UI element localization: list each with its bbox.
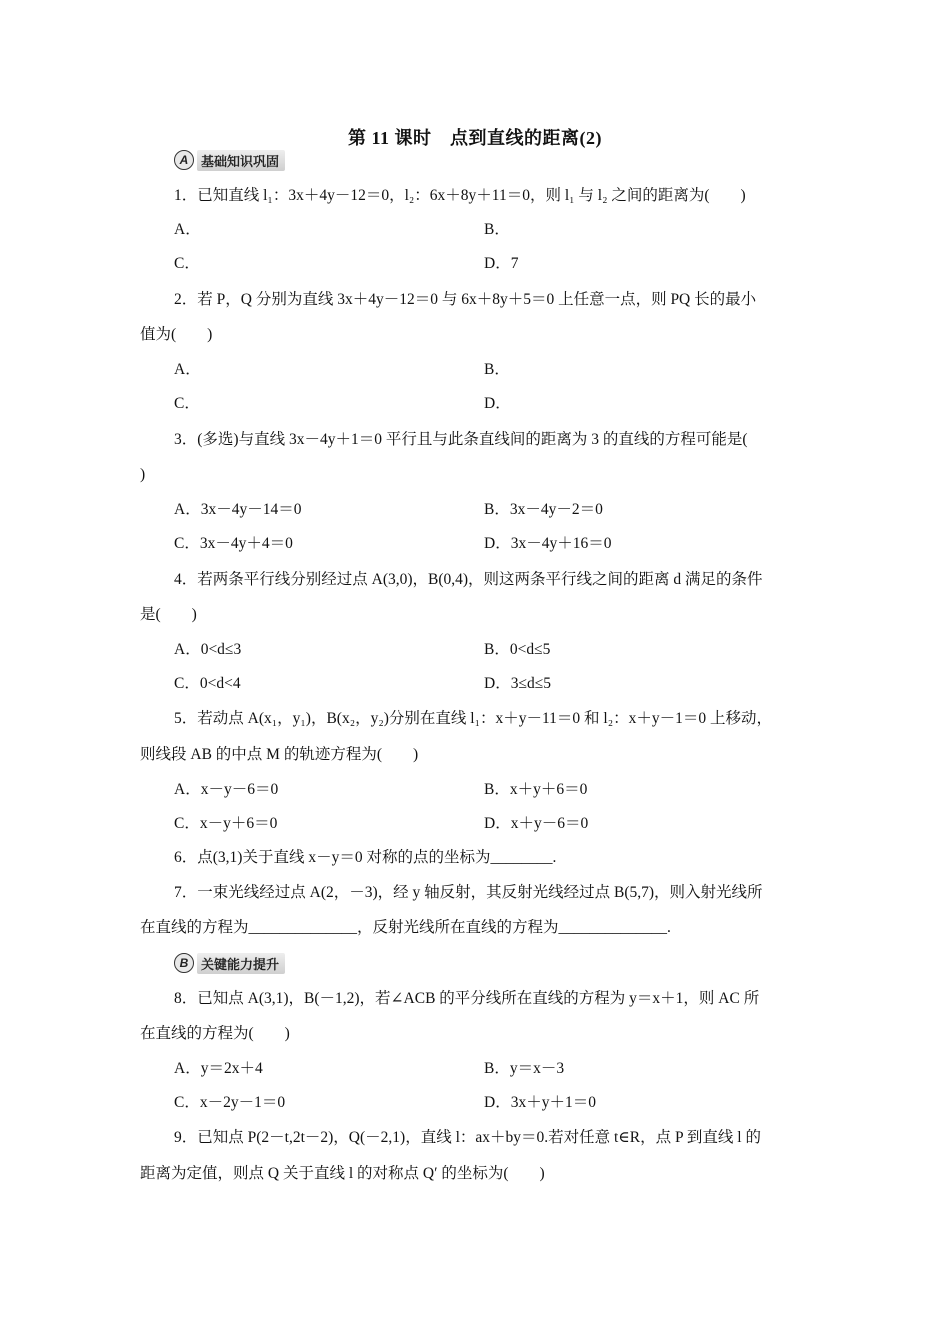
q1-option-a: A． [174, 221, 201, 238]
question-2-text-cont: 值为( ) [140, 326, 213, 343]
section-badge-b: B [174, 953, 194, 973]
section-header-basic [174, 150, 285, 170]
question-1-text: 1．已知直线 l₁：3x＋4y－12＝0，l₂：6x＋8y＋11＝0，则 l₁ 与 l₂ 之间的距离为( ) [174, 187, 746, 204]
section-header-advanced [174, 953, 285, 973]
q8-option-a: A．y＝2x＋4 [174, 1060, 263, 1077]
q8-option-d: D．3x＋y＋1＝0 [484, 1094, 596, 1111]
question-9-text: 9．已知点 P(2－t,2t－2)，Q(－2,1)，直线 l：ax＋by＝0.若对任意 t∈R，点 P 到直线 l 的 [174, 1129, 761, 1146]
q3-option-c: C．3x－4y＋4＝0 [174, 535, 293, 552]
question-7-text-cont: 在直线的方程为______________，反射光线所在直线的方程为______________. [140, 919, 671, 936]
section-label-advanced: 关键能力提升 [197, 953, 285, 974]
q4-option-b: B．0<d≤5 [484, 641, 551, 658]
q4-option-a: A．0<d≤3 [174, 641, 242, 658]
q1-option-c: C． [174, 255, 200, 272]
q5-option-d: D．x＋y－6＝0 [484, 815, 589, 832]
question-9-text-cont: 距离为定值，则点 Q 关于直线 l 的对称点 Q′ 的坐标为( ) [140, 1165, 545, 1182]
question-2-text: 2．若 P，Q 分别为直线 3x＋4y－12＝0 与 6x＋8y＋5＝0 上任意一点，则 PQ 长的最小 [174, 291, 757, 308]
question-8-text: 8．已知点 A(3,1)，B(－1,2)，若∠ACB 的平分线所在直线的方程为 y＝x＋1，则 AC 所 [174, 990, 760, 1007]
section-label-basic: 基础知识巩固 [197, 150, 285, 171]
q2-option-c: C． [174, 395, 200, 412]
question-5-text-cont: 则线段 AB 的中点 M 的轨迹方程为( ) [140, 746, 419, 763]
section-badge-a: A [174, 150, 194, 170]
q1-option-d: D．7 [484, 255, 519, 272]
q5-option-c: C．x－y＋6＝0 [174, 815, 278, 832]
question-7-text: 7．一束光线经过点 A(2，－3)，经 y 轴反射，其反射光线经过点 B(5,7)，则入射光线所 [174, 884, 763, 901]
q3-option-d: D．3x－4y＋16＝0 [484, 535, 612, 552]
q2-option-b: B． [484, 361, 510, 378]
q3-option-a: A．3x－4y－14＝0 [174, 501, 302, 518]
q5-option-b: B．x＋y＋6＝0 [484, 781, 588, 798]
q5-option-a: A．x－y－6＝0 [174, 781, 279, 798]
q4-option-d: D．3≤d≤5 [484, 675, 551, 692]
q3-option-b: B．3x－4y－2＝0 [484, 501, 603, 518]
question-4-text: 4．若两条平行线分别经过点 A(3,0)，B(0,4)，则这两条平行线之间的距离 d 满足的条件 [174, 571, 763, 588]
question-8-text-cont: 在直线的方程为( ) [140, 1025, 290, 1042]
page-title: 第 11 课时 点到直线的距离(2) [348, 128, 602, 148]
question-4-text-cont: 是( ) [140, 606, 197, 623]
q8-option-b: B．y＝x－3 [484, 1060, 565, 1077]
question-3-text: 3．(多选)与直线 3x－4y＋1＝0 平行且与此条直线间的距离为 3 的直线的方程可能是( [174, 431, 748, 448]
q8-option-c: C．x－2y－1＝0 [174, 1094, 286, 1111]
q1-option-b: B． [484, 221, 510, 238]
q2-option-d: D． [484, 395, 511, 412]
q4-option-c: C．0<d<4 [174, 675, 241, 692]
question-5-text: 5．若动点 A(x₁，y₁)，B(x₂，y₂)分别在直线 l₁：x＋y－11＝0 和 l₂：x＋y－1＝0 上移动， [174, 710, 773, 727]
question-3-text-cont: ) [140, 466, 146, 483]
q2-option-a: A． [174, 361, 201, 378]
question-6-text: 6．点(3,1)关于直线 x－y＝0 对称的点的坐标为________. [174, 849, 557, 866]
